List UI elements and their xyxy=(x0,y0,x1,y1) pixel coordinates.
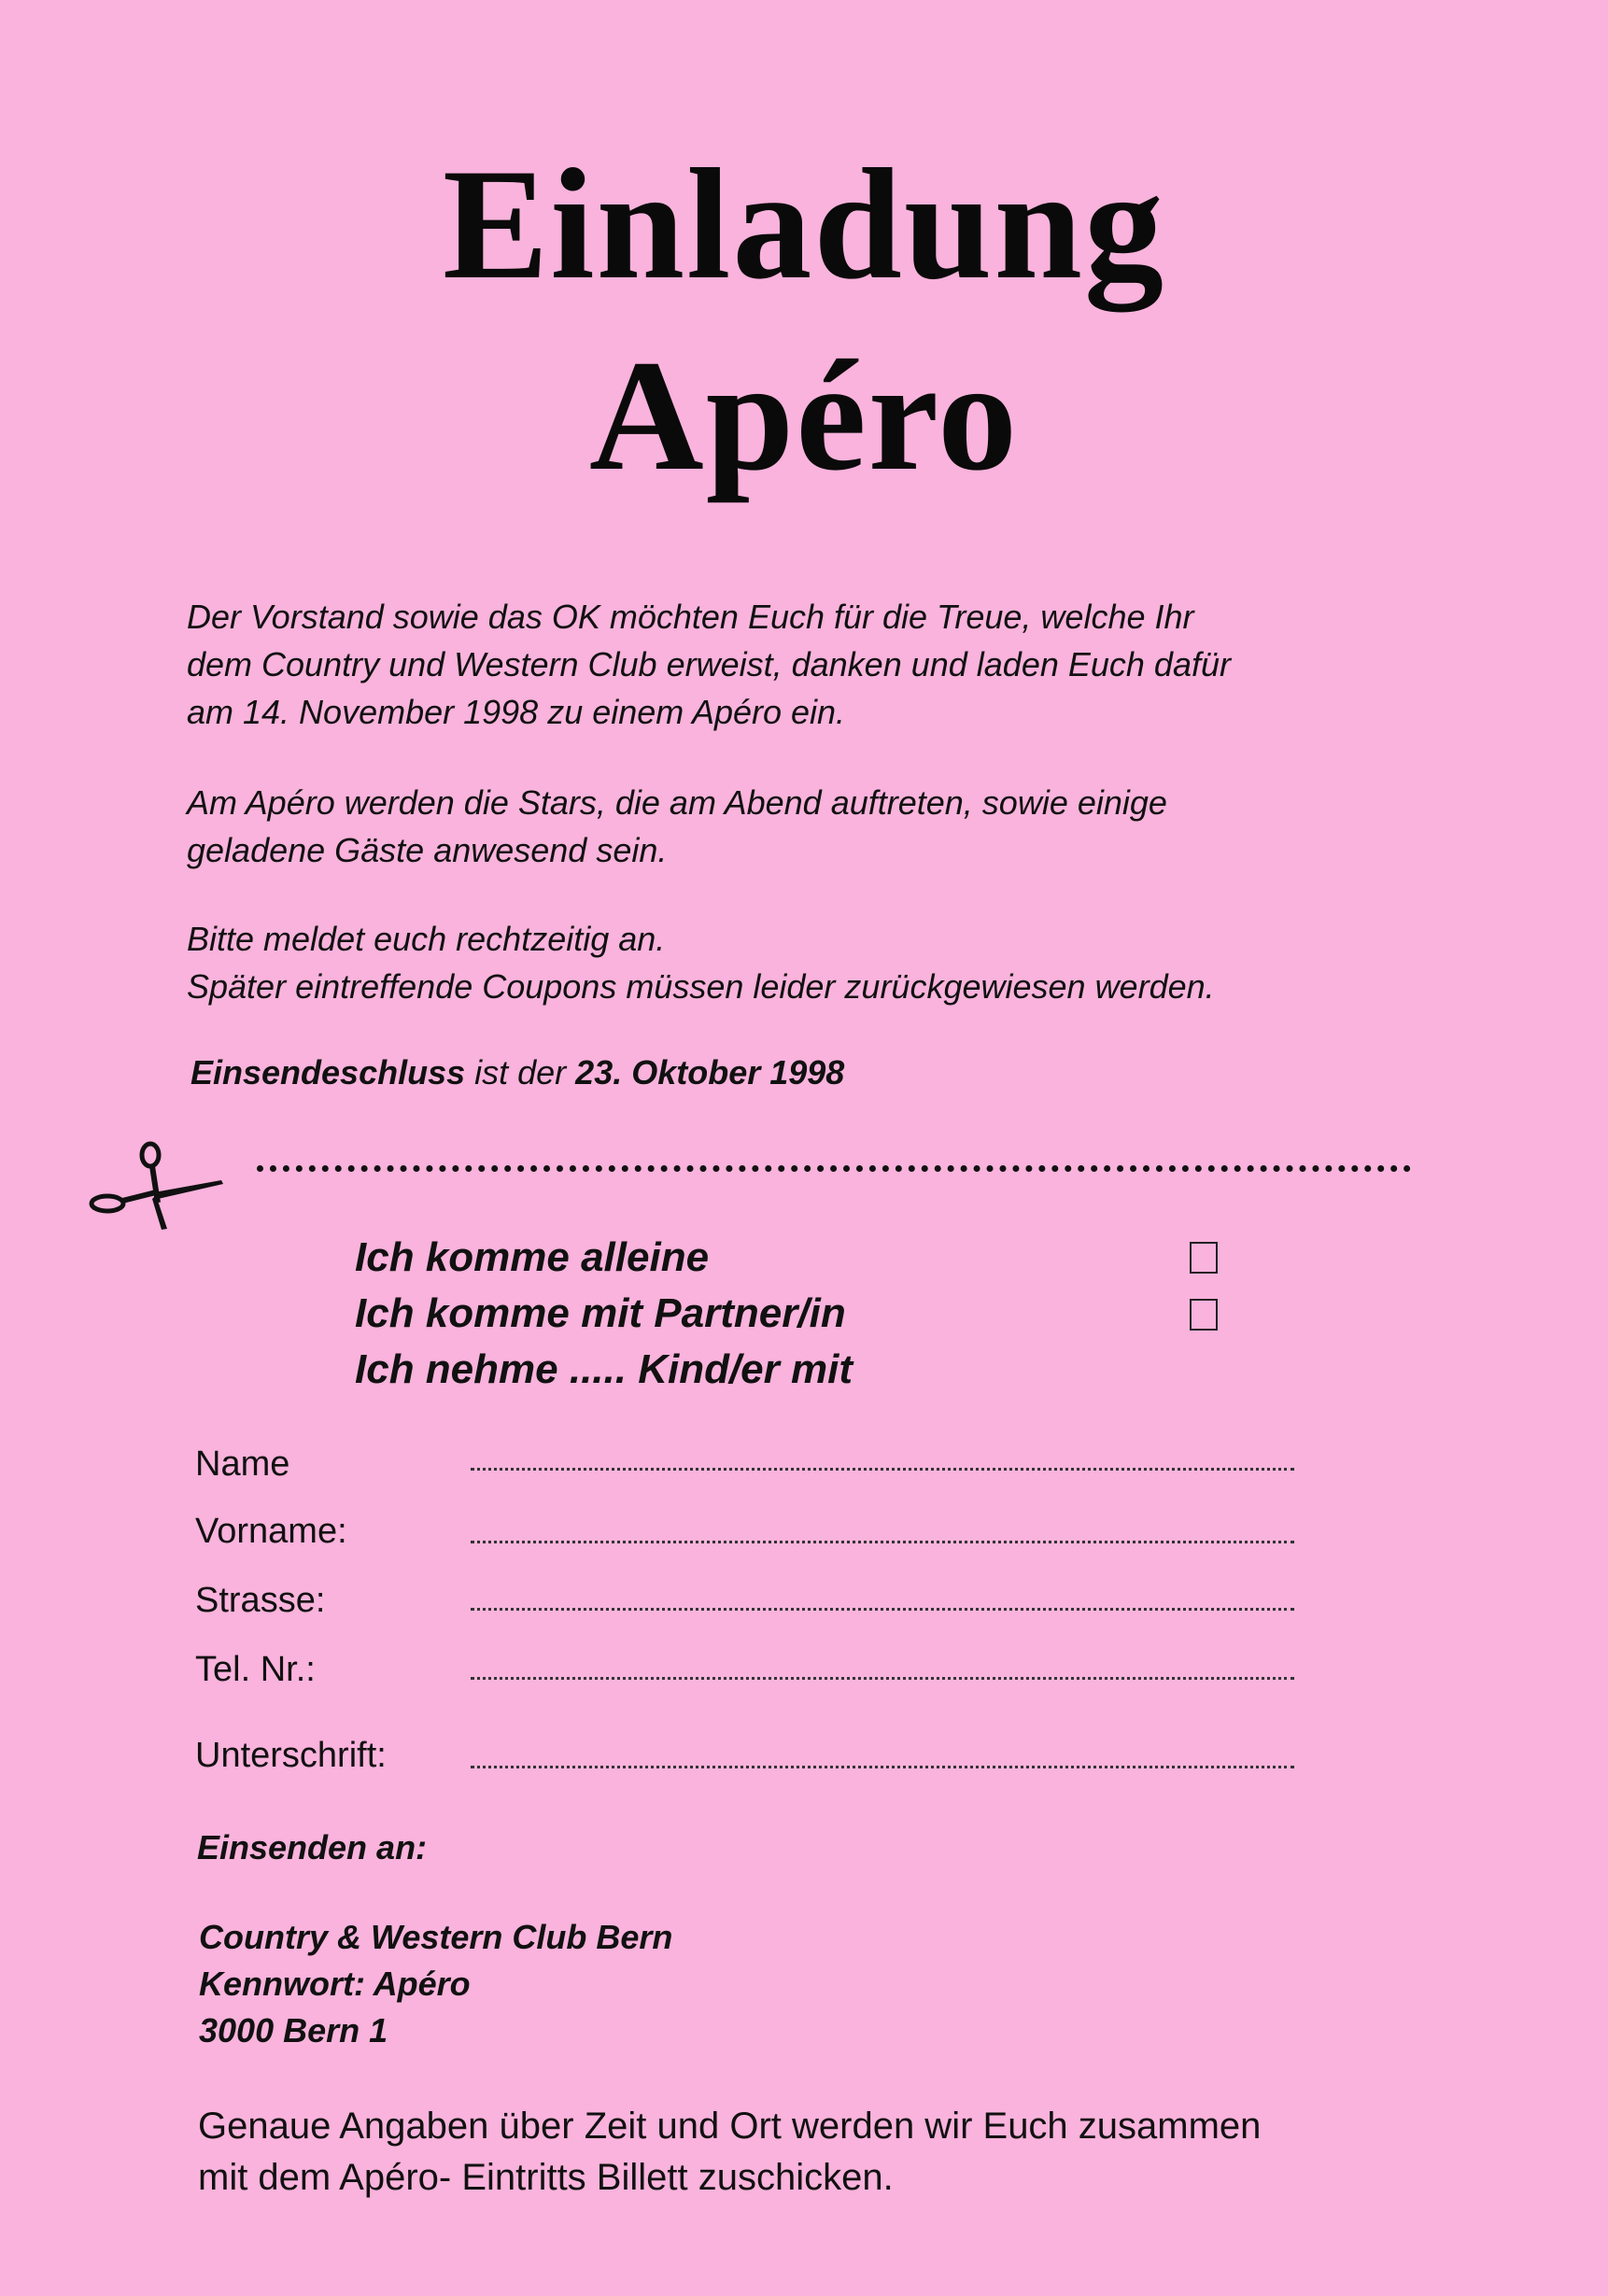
option-partner: Ich komme mit Partner/in xyxy=(355,1290,846,1336)
intro-line: dem Country und Western Club erweist, danken und laden Euch dafür xyxy=(187,645,1231,683)
footer-line: mit dem Apéro- Eintritts Billett zuschicken. xyxy=(198,2157,894,2198)
field-label-strasse: Strasse: xyxy=(195,1581,326,1620)
field-label-telefon: Tel. Nr.: xyxy=(195,1650,316,1689)
option-children: Ich nehme ..... Kind/er mit xyxy=(355,1346,853,1392)
intro-line: Am Apéro werden die Stars, die am Abend auftreten, sowie einige xyxy=(187,783,1167,822)
intro-paragraph-2 xyxy=(187,779,1457,874)
intro-line: Bitte meldet euch rechtzeitig an. xyxy=(187,920,666,958)
footer-line: Genaue Angaben über Zeit und Ort werden wir Euch zusammen xyxy=(198,2106,1262,2147)
field-label-name: Name xyxy=(195,1444,290,1484)
address-line: 3000 Bern 1 xyxy=(199,2011,388,2049)
address-line: Kennwort: Apéro xyxy=(199,1965,471,2003)
field-line-unterschrift[interactable] xyxy=(471,1766,1294,1768)
title-apero: Apéro xyxy=(588,328,1020,503)
intro-line: Der Vorstand sowie das OK möchten Euch für die Treue, welche Ihr xyxy=(187,598,1194,636)
checkbox-partner[interactable] xyxy=(1190,1299,1218,1331)
cut-line xyxy=(257,1165,1411,1172)
field-line-telefon[interactable] xyxy=(471,1677,1294,1680)
field-label-unterschrift: Unterschrift: xyxy=(195,1736,387,1775)
deadline-line xyxy=(190,1049,844,1096)
checkbox-alone[interactable] xyxy=(1190,1242,1218,1274)
option-alone: Ich komme alleine xyxy=(355,1234,710,1280)
address-line: Country & Western Club Bern xyxy=(199,1918,673,1956)
field-line-name[interactable] xyxy=(471,1468,1294,1471)
field-line-strasse[interactable] xyxy=(471,1608,1294,1611)
intro-paragraph-3 xyxy=(187,915,1457,1010)
deadline-date: 23. Oktober 1998 xyxy=(575,1053,845,1092)
send-to-heading: Einsenden an: xyxy=(197,1828,428,1866)
intro-line: am 14. November 1998 zu einem Apéro ein. xyxy=(187,693,846,731)
scissors-icon xyxy=(89,1141,224,1230)
intro-line: geladene Gäste anwesend sein. xyxy=(187,831,668,869)
intro-paragraph-1 xyxy=(187,593,1457,736)
title-einladung: Einladung xyxy=(442,136,1166,312)
field-line-vorname[interactable] xyxy=(471,1541,1294,1543)
footer-note xyxy=(198,2101,1505,2204)
deadline-middle: ist der xyxy=(465,1053,576,1092)
intro-line: Später eintreffende Coupons müssen leider zurückgewiesen werden. xyxy=(187,967,1215,1006)
address-block xyxy=(199,1914,672,2054)
field-label-vorname: Vorname: xyxy=(195,1512,347,1551)
deadline-label: Einsendeschluss xyxy=(190,1053,466,1092)
